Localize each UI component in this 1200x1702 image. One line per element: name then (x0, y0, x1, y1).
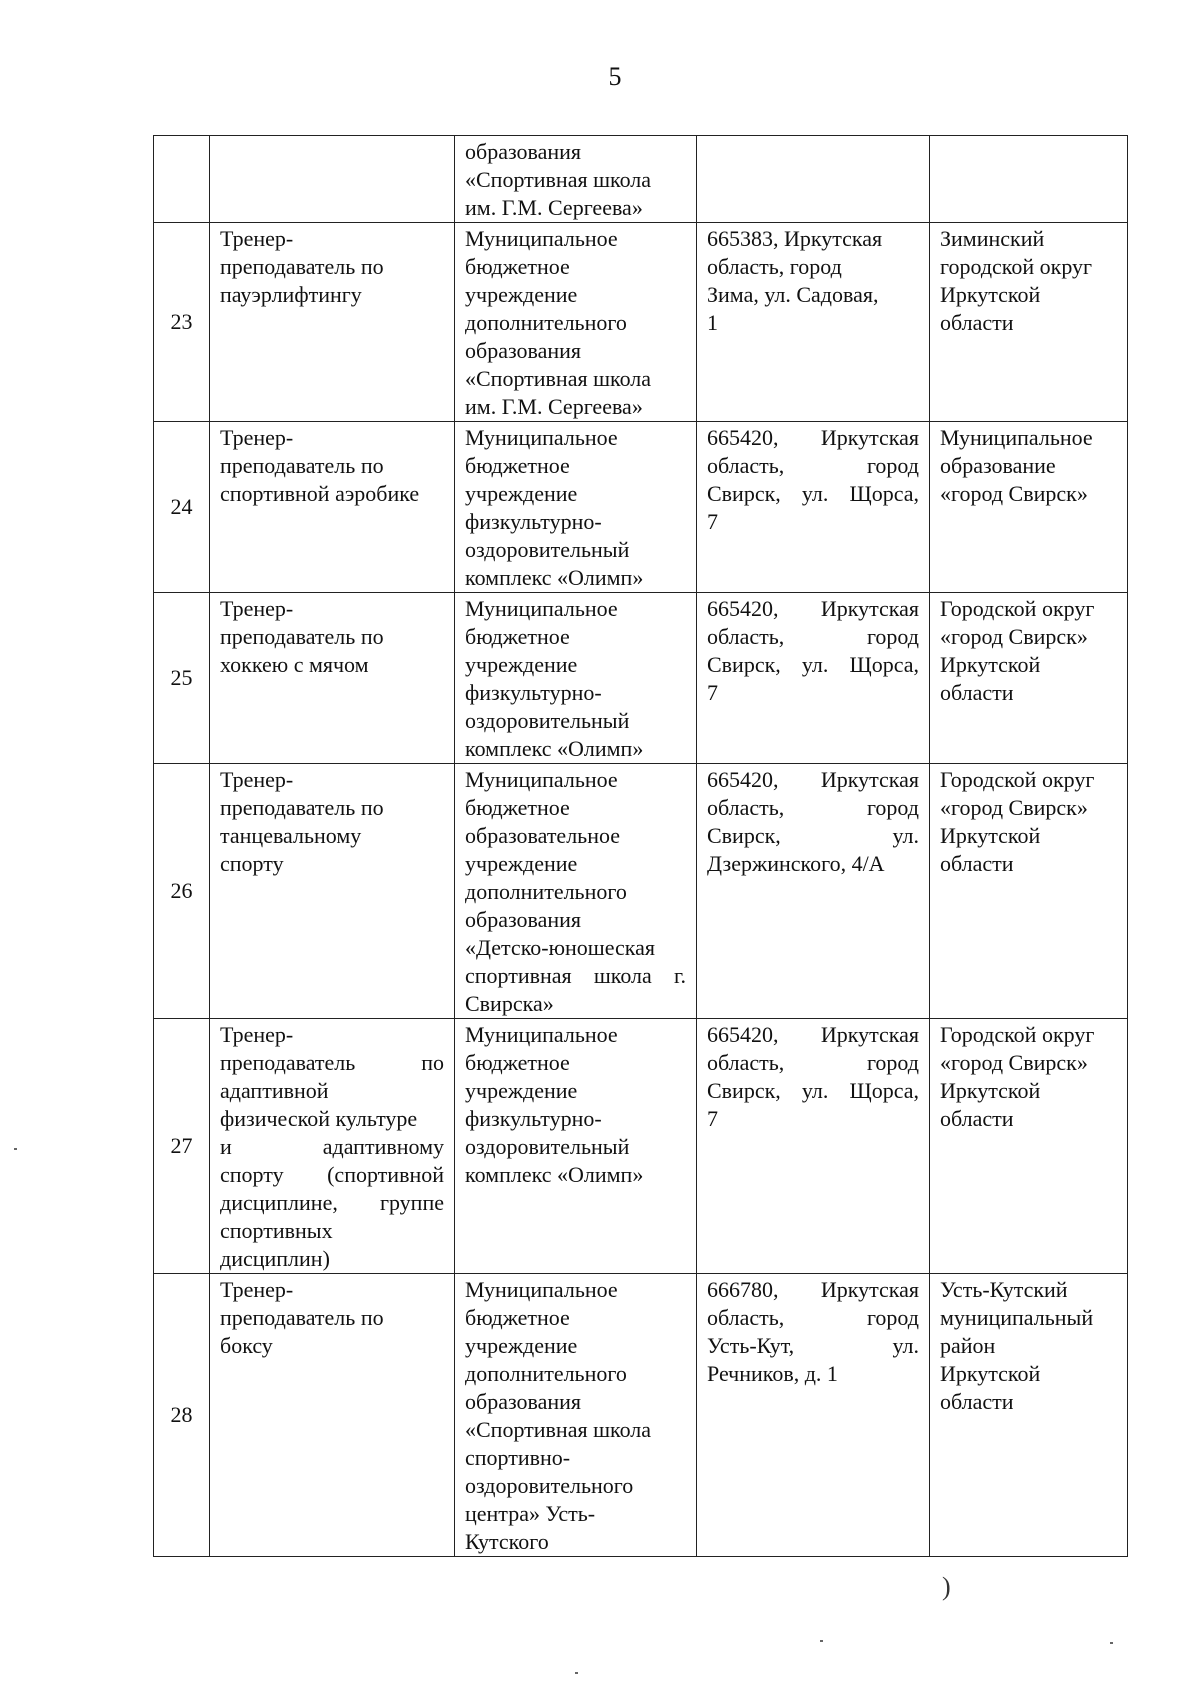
address-line: область, город (707, 1305, 919, 1330)
scan-speck (820, 1640, 823, 1642)
institution-cell (455, 223, 697, 422)
municipality-line: Усть-Кутский (940, 1277, 1068, 1302)
address-line: 665420, Иркутская (707, 596, 919, 621)
municipality-line: области (940, 1389, 1014, 1414)
institution-line: «Спортивная школа (465, 167, 652, 192)
scan-speck (14, 1148, 17, 1150)
municipality-line: области (940, 680, 1014, 705)
table-row (154, 1019, 1128, 1274)
address-line: Свирск, ул. Щорса, (707, 481, 919, 506)
address-line: 665420, Иркутская (707, 767, 919, 792)
institution-line: «Спортивная школа (465, 366, 652, 391)
address-line: Усть-Кут, ул. (707, 1333, 919, 1358)
address-line: 1 (707, 310, 718, 335)
municipality-line: городской округ (940, 254, 1093, 279)
institution-line: Муниципальное (465, 226, 618, 251)
row-number-cell: 27 (154, 1019, 210, 1274)
institution-line: Муниципальное (465, 1022, 618, 1047)
margin-mark: ) (942, 1572, 951, 1601)
institution-line: комплекс «Олимп» (465, 565, 644, 590)
municipality-line: области (940, 851, 1014, 876)
position-line: боксу (220, 1333, 273, 1358)
institution-line: образовательное (465, 823, 621, 848)
municipality-line: «город Свирск» (940, 624, 1088, 649)
position-line: танцевальному (220, 823, 362, 848)
institution-line: образования (465, 907, 582, 932)
position-line: Тренер- (220, 226, 294, 251)
municipality-cell (930, 1274, 1128, 1557)
address-line: Свирск, ул. (707, 823, 919, 848)
municipality-line: Зиминский (940, 226, 1045, 251)
institution-line: спортивная школа г. (465, 963, 686, 988)
institution-cell (455, 422, 697, 593)
address-line: 7 (707, 509, 718, 534)
position-line: дисциплине, группе (220, 1190, 444, 1215)
position-line: Тренер- (220, 767, 294, 792)
municipality-line: Иркутской (940, 652, 1041, 677)
institution-line: образования (465, 1389, 582, 1414)
position-line: и адаптивному (220, 1134, 444, 1159)
position-cell (210, 136, 455, 223)
institution-line: спортивно- (465, 1445, 571, 1470)
table-row (154, 422, 1128, 593)
row-number-cell: 26 (154, 764, 210, 1019)
position-line: преподаватель по (220, 1305, 384, 1330)
row-number-cell: 23 (154, 223, 210, 422)
municipality-cell (930, 422, 1128, 593)
municipality-line: Городской округ (940, 1022, 1095, 1047)
institution-line: им. Г.М. Сергеева» (465, 394, 643, 419)
address-cell (697, 1019, 930, 1274)
address-cell (697, 422, 930, 593)
municipality-cell (930, 593, 1128, 764)
institution-line: физкультурно- (465, 1106, 602, 1131)
address-line: Свирск, ул. Щорса, (707, 1078, 919, 1103)
institution-line: центра» Усть- (465, 1501, 596, 1526)
address-line: Зима, ул. Садовая, (707, 282, 879, 307)
institution-line: бюджетное (465, 453, 570, 478)
address-line: Речников, д. 1 (707, 1361, 838, 1386)
position-line: дисциплин) (220, 1246, 330, 1271)
position-cell (210, 422, 455, 593)
municipality-cell (930, 223, 1128, 422)
position-cell (210, 1019, 455, 1274)
institution-line: оздоровительный (465, 708, 630, 733)
position-cell (210, 593, 455, 764)
municipality-line: муниципальный (940, 1305, 1094, 1330)
institution-line: им. Г.М. Сергеева» (465, 195, 643, 220)
address-line: 665420, Иркутская (707, 425, 919, 450)
institution-line: комплекс «Олимп» (465, 736, 644, 761)
position-line: преподаватель по (220, 1050, 444, 1075)
position-line: преподаватель по (220, 795, 384, 820)
municipality-line: Городской округ (940, 767, 1095, 792)
scan-speck (1110, 1642, 1113, 1644)
municipality-line: район (940, 1333, 996, 1358)
address-cell (697, 593, 930, 764)
institution-line: Муниципальное (465, 425, 618, 450)
position-line: спортивной аэробике (220, 481, 420, 506)
institution-cell (455, 1019, 697, 1274)
table-row (154, 1274, 1128, 1557)
address-cell (697, 223, 930, 422)
institution-line: Муниципальное (465, 596, 618, 621)
municipality-cell (930, 136, 1128, 223)
institution-line: Кутского (465, 1529, 549, 1554)
table-row (154, 136, 1128, 223)
position-line: Тренер- (220, 1022, 294, 1047)
position-line: адаптивной (220, 1078, 329, 1103)
municipality-cell (930, 764, 1128, 1019)
institution-line: дополнительного (465, 310, 627, 335)
scan-speck (575, 1672, 578, 1674)
municipality-line: области (940, 310, 1014, 335)
municipality-line: Муниципальное (940, 425, 1093, 450)
address-line: Свирск, ул. Щорса, (707, 652, 919, 677)
institution-line: учреждение (465, 1333, 578, 1358)
position-line: физической культуре (220, 1106, 418, 1131)
document-table (153, 135, 1128, 1557)
position-line: Тренер- (220, 1277, 294, 1302)
table-body (154, 136, 1128, 1557)
institution-cell (455, 593, 697, 764)
institution-line: «Детско-юношеская (465, 935, 656, 960)
institution-line: дополнительного (465, 1361, 627, 1386)
municipality-line: Иркутской (940, 823, 1041, 848)
institution-line: бюджетное (465, 1050, 570, 1075)
position-cell (210, 764, 455, 1019)
institution-line: Муниципальное (465, 1277, 618, 1302)
position-line: преподаватель по (220, 453, 384, 478)
institution-line: бюджетное (465, 1305, 570, 1330)
address-cell (697, 136, 930, 223)
institution-line: оздоровительного (465, 1473, 634, 1498)
municipality-line: «город Свирск» (940, 795, 1088, 820)
institution-line: учреждение (465, 851, 578, 876)
position-line: преподаватель по (220, 254, 384, 279)
position-line: хоккею с мячом (220, 652, 369, 677)
municipality-line: Иркутской (940, 282, 1041, 307)
institution-line: учреждение (465, 1078, 578, 1103)
address-line: область, город (707, 254, 842, 279)
institution-cell (455, 136, 697, 223)
page-number: 5 (608, 62, 622, 91)
position-line: спорту (спортивной (220, 1162, 444, 1187)
row-number-cell: 24 (154, 422, 210, 593)
institution-line: бюджетное (465, 624, 570, 649)
institution-line: оздоровительный (465, 1134, 630, 1159)
position-line: спорту (220, 851, 284, 876)
address-cell (697, 764, 930, 1019)
address-line: 7 (707, 680, 718, 705)
address-line: 7 (707, 1106, 718, 1131)
institution-line: образования (465, 338, 582, 363)
institution-line: Свирска» (465, 991, 554, 1016)
institution-line: учреждение (465, 652, 578, 677)
institution-line: физкультурно- (465, 680, 602, 705)
institution-line: Муниципальное (465, 767, 618, 792)
address-line: область, город (707, 453, 919, 478)
institution-line: бюджетное (465, 254, 570, 279)
institution-line: комплекс «Олимп» (465, 1162, 644, 1187)
address-line: область, город (707, 624, 919, 649)
municipality-line: Иркутской (940, 1361, 1041, 1386)
institution-line: «Спортивная школа (465, 1417, 652, 1442)
position-cell (210, 223, 455, 422)
municipality-line: «город Свирск» (940, 1050, 1088, 1075)
position-line: пауэрлифтингу (220, 282, 362, 307)
institution-line: учреждение (465, 282, 578, 307)
position-cell (210, 1274, 455, 1557)
table-row (154, 593, 1128, 764)
row-number-cell (154, 136, 210, 223)
position-line: спортивных (220, 1218, 333, 1243)
position-line: Тренер- (220, 596, 294, 621)
municipality-cell (930, 1019, 1128, 1274)
address-line: 665420, Иркутская (707, 1022, 919, 1047)
institution-cell (455, 764, 697, 1019)
address-line: Дзержинского, 4/А (707, 851, 885, 876)
position-line: преподаватель по (220, 624, 384, 649)
row-number-cell: 28 (154, 1274, 210, 1557)
municipality-line: области (940, 1106, 1014, 1131)
municipality-line: Иркутской (940, 1078, 1041, 1103)
municipality-line: «город Свирск» (940, 481, 1088, 506)
institution-line: дополнительного (465, 879, 627, 904)
municipality-line: Городской округ (940, 596, 1095, 621)
institution-line: образования (465, 139, 582, 164)
institution-cell (455, 1274, 697, 1557)
row-number-cell: 25 (154, 593, 210, 764)
position-line: Тренер- (220, 425, 294, 450)
table-row (154, 223, 1128, 422)
address-line: область, город (707, 1050, 919, 1075)
table-row (154, 764, 1128, 1019)
address-line: область, город (707, 795, 919, 820)
address-cell (697, 1274, 930, 1557)
address-line: 666780, Иркутская (707, 1277, 919, 1302)
institution-line: бюджетное (465, 795, 570, 820)
address-line: 665383, Иркутская (707, 226, 883, 251)
institution-line: оздоровительный (465, 537, 630, 562)
institution-line: физкультурно- (465, 509, 602, 534)
municipality-line: образование (940, 453, 1056, 478)
institution-line: учреждение (465, 481, 578, 506)
